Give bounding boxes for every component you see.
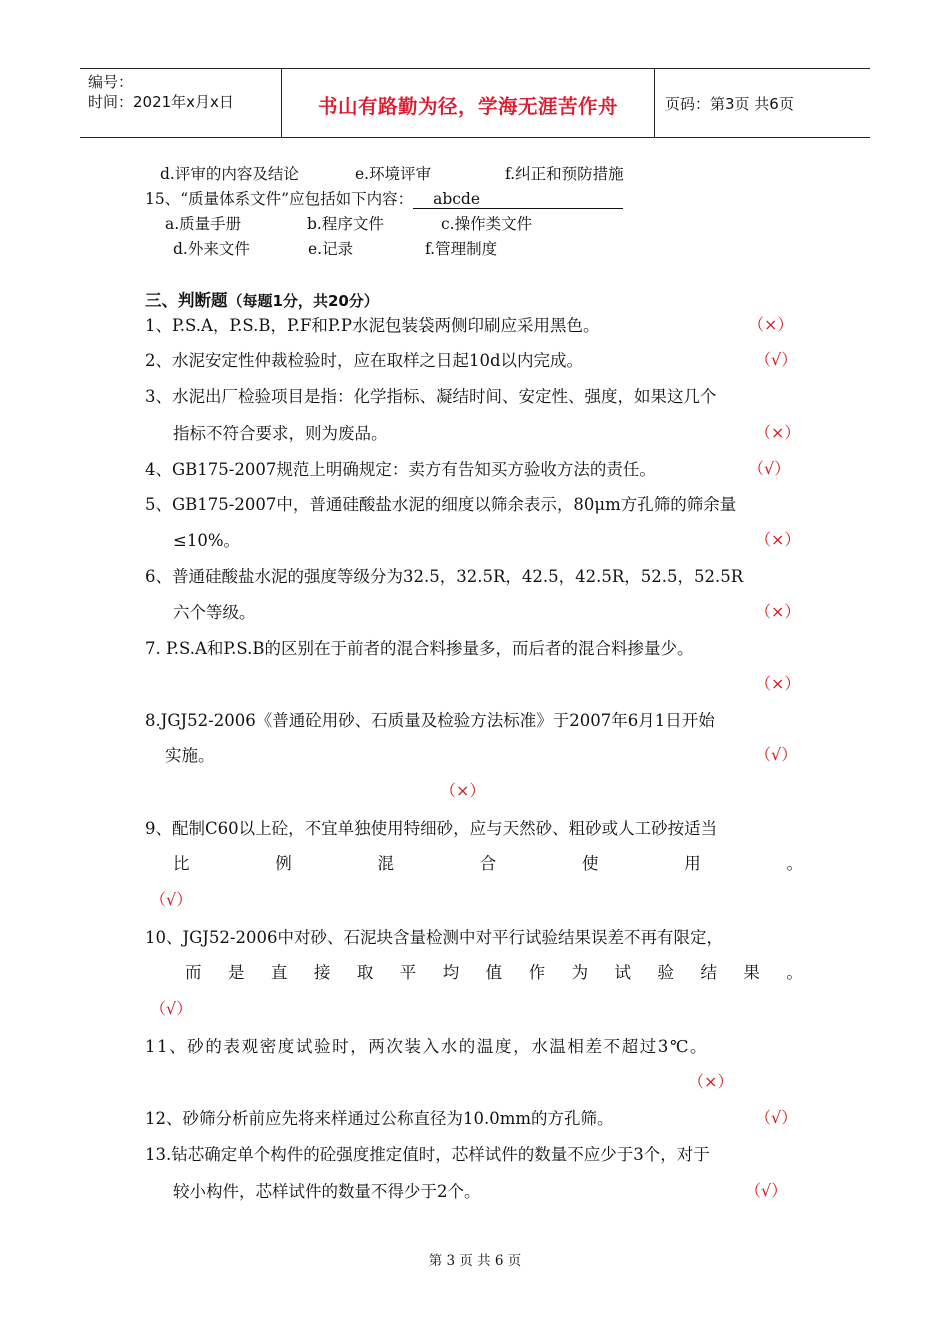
section-heading <box>145 287 379 311</box>
q9-char: 用 <box>684 854 701 873</box>
header-page-cell <box>655 69 870 137</box>
question-12: 12、砂筛分析前应先将来样通过公称直径为10.0mm的方孔筛。 <box>145 1109 614 1128</box>
answer-mark-9: （√） <box>150 890 193 909</box>
question-9-cont <box>173 850 803 874</box>
q9-char: 比 <box>173 854 190 873</box>
q10-char: 是 <box>227 963 245 982</box>
date-label: 时间：2021年x月x日 <box>88 93 234 111</box>
q9-char: 合 <box>479 854 497 873</box>
question-3-cont: 指标不符合要求，则为废品。 <box>173 424 388 443</box>
question-7: 7. P.S.A和P.S.B的区别在于前者的混合料掺量多，而后者的混合料掺量少。 <box>145 639 694 658</box>
question-6-cont: 六个等级。 <box>173 603 256 622</box>
question-3: 3、水泥出厂检验项目是指：化学指标、凝结时间、安定性、强度，如果这几个 <box>145 387 717 406</box>
answer-mark-13: （√） <box>745 1181 788 1200</box>
question-13: 13.钻芯确定单个构件的砼强度推定值时，芯样试件的数量不应少于3个，对于 <box>145 1145 710 1164</box>
number-label: 编号： <box>88 73 134 91</box>
header-motto-cell <box>282 69 655 137</box>
question-10-cont <box>185 959 803 983</box>
answer-mark-1: （×） <box>748 315 794 334</box>
q10-char: 直 <box>270 963 288 982</box>
question-4: 4、GB175-2007规范上明确规定：卖方有告知买方验收方法的责任。 <box>145 460 656 479</box>
q15-option-f: f.管理制度 <box>425 240 498 258</box>
question-9: 9、配制C60以上砼，不宜单独使用特细砂，应与天然砂、粗砂或人工砂按适当 <box>145 819 718 838</box>
question-13-cont: 较小构件，芯样试件的数量不得少于2个。 <box>173 1182 481 1201</box>
q10-char: 结 <box>700 963 717 982</box>
option-e-prev: e.环境评审 <box>355 165 432 183</box>
q9-char: 使 <box>582 854 599 873</box>
option-f-prev: f.纠正和预防措施 <box>505 165 624 183</box>
page-header <box>80 68 870 138</box>
q15-option-c: c.操作类文件 <box>441 215 533 233</box>
q10-char: 为 <box>571 963 589 982</box>
q10-char: 而 <box>185 963 202 982</box>
question-15-text: 15、“质量体系文件”应包括如下内容： <box>145 190 414 208</box>
answer-mark-10: （√） <box>150 999 193 1018</box>
option-d-prev: d.评审的内容及结论 <box>160 165 299 183</box>
q15-option-b: b.程序文件 <box>307 215 384 233</box>
q10-char: 果 <box>743 963 760 982</box>
answer-mark-8-extra: （×） <box>440 781 486 800</box>
motto-text: 书山有路勤为径，学海无涯苦作舟 <box>317 95 618 118</box>
answer-mark-3: （×） <box>755 423 801 442</box>
question-6: 6、普通硅酸盐水泥的强度等级分为32.5，32.5R，42.5，42.5R，52.5，52.5R <box>145 567 744 586</box>
question-15 <box>145 187 623 209</box>
q10-char: 验 <box>657 963 674 982</box>
q10-char: 平 <box>399 963 417 982</box>
question-8-cont: 实施。 <box>165 746 215 765</box>
q10-char: 均 <box>442 963 460 982</box>
question-11: 11、砂的表观密度试验时，两次装入水的温度，水温相差不超过3℃。 <box>145 1037 709 1056</box>
q15-option-e: e.记录 <box>308 240 354 258</box>
section-subtitle: （每题1分，共20分） <box>227 292 379 310</box>
answer-blank: abcde <box>413 190 623 209</box>
question-5-cont: ≤10%。 <box>173 531 240 550</box>
answer-mark-2: （√） <box>755 350 798 369</box>
page-info: 页码：第3页 共6页 <box>665 95 794 113</box>
q10-char: 作 <box>528 963 546 982</box>
answer-mark-6: （×） <box>755 602 801 621</box>
question-2: 2、水泥安定性仲裁检验时，应在取样之日起10d以内完成。 <box>145 351 584 370</box>
q9-char: 。 <box>786 854 803 873</box>
answer-mark-7: （×） <box>755 674 801 693</box>
q10-char: 接 <box>313 963 331 982</box>
answer-mark-12: （√） <box>755 1108 798 1127</box>
question-1: 1、P.S.A，P.S.B，P.F和P.P水泥包装袋两侧印刷应采用黑色。 <box>145 316 600 335</box>
q10-char: 取 <box>356 963 374 982</box>
q9-char: 例 <box>275 854 292 873</box>
q15-option-a: a.质量手册 <box>165 215 242 233</box>
question-8: 8.JGJ52-2006《普通砼用砂、石质量及检验方法标准》于2007年6月1日开始 <box>145 711 715 730</box>
header-left-cell <box>80 69 282 137</box>
answer-mark-5: （×） <box>755 530 801 549</box>
question-5: 5、GB175-2007中，普通硅酸盐水泥的细度以筛余表示，80μm方孔筛的筛余量 <box>145 495 737 514</box>
answer-mark-8: （√） <box>755 745 798 764</box>
q10-char: 。 <box>786 963 803 982</box>
question-10: 10、JGJ52-2006中对砂、石泥块含量检测中对平行试验结果误差不再有限定， <box>145 928 723 947</box>
q9-char: 混 <box>377 854 394 873</box>
q15-option-d: d.外来文件 <box>173 240 250 258</box>
answer-mark-11: （×） <box>688 1072 734 1091</box>
section-title: 三、判断题 <box>145 291 228 310</box>
page-footer: 第 3 页 共 6 页 <box>428 1253 522 1269</box>
q10-char: 试 <box>614 963 632 982</box>
answer-mark-4: （√） <box>748 459 791 478</box>
q10-char: 值 <box>485 963 503 982</box>
